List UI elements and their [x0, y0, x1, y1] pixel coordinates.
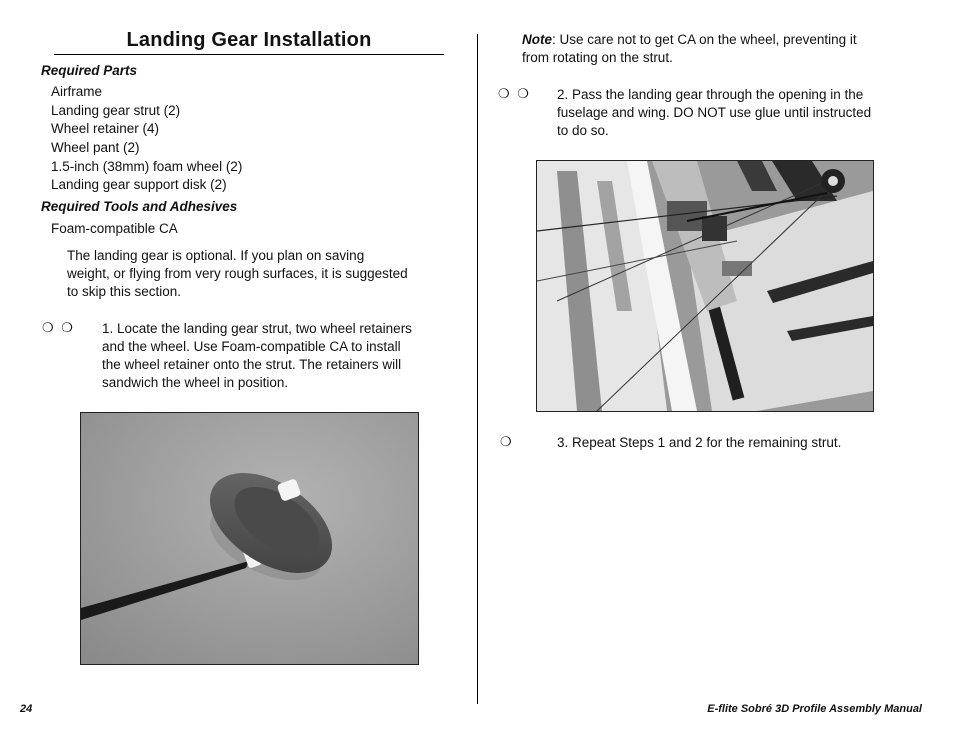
step2-checkboxes[interactable]: ❍ ❍ — [498, 86, 531, 101]
fuselage-illustration — [537, 161, 873, 411]
step2-line: to do so. — [557, 123, 609, 138]
note-text: : Use care not to get CA on the wheel, preventing it — [552, 32, 857, 47]
step1-checkboxes[interactable]: ❍ ❍ — [42, 320, 75, 335]
column-divider — [477, 34, 478, 704]
tools-item: Foam-compatible CA — [51, 221, 178, 236]
step1-line: sandwich the wheel in position. — [102, 375, 289, 390]
manual-title: E-flite Sobré 3D Profile Assembly Manual — [707, 703, 922, 715]
note-line — [522, 31, 857, 49]
step3-checkbox[interactable]: ❍ — [500, 434, 514, 449]
title-underline — [54, 54, 444, 55]
intro-paragraph — [67, 247, 408, 301]
step1-text — [102, 320, 412, 392]
parts-item: Wheel retainer (4) — [51, 121, 160, 136]
parts-item: 1.5-inch (38mm) foam wheel (2) — [51, 159, 243, 174]
required-parts-heading: Required Parts — [41, 63, 138, 78]
note-label: Note — [522, 32, 552, 47]
note-paragraph — [522, 31, 857, 67]
intro-line: weight, or flying from very rough surfaces, it is suggested — [67, 266, 408, 281]
parts-item: Landing gear support disk (2) — [51, 177, 227, 192]
required-tools-heading: Required Tools and Adhesives — [41, 199, 238, 214]
page-number: 24 — [20, 703, 33, 715]
step3-text: 3. Repeat Steps 1 and 2 for the remaining strut. — [557, 435, 842, 450]
parts-item: Airframe — [51, 84, 103, 99]
fuselage-photo — [536, 160, 874, 412]
step1-line: 1. Locate the landing gear strut, two wheel retainers — [102, 321, 412, 336]
step2-line: 2. Pass the landing gear through the opening in the — [557, 87, 864, 102]
intro-line: The landing gear is optional. If you plan on saving — [67, 248, 365, 263]
wheel-strut-illustration — [81, 413, 418, 664]
step1-line: the wheel retainer onto the strut. The retainers will — [102, 357, 402, 372]
parts-item: Wheel pant (2) — [51, 140, 140, 155]
step1-line: and the wheel. Use Foam-compatible CA to install — [102, 339, 401, 354]
intro-line: to skip this section. — [67, 284, 182, 299]
step2-line: fuselage and wing. DO NOT use glue until instructed — [557, 105, 872, 120]
parts-item: Landing gear strut (2) — [51, 103, 181, 118]
wheel-strut-photo — [80, 412, 419, 665]
step2-text — [557, 86, 871, 140]
page-title: Landing Gear Installation — [126, 29, 372, 51]
note-line: from rotating on the strut. — [522, 50, 673, 65]
